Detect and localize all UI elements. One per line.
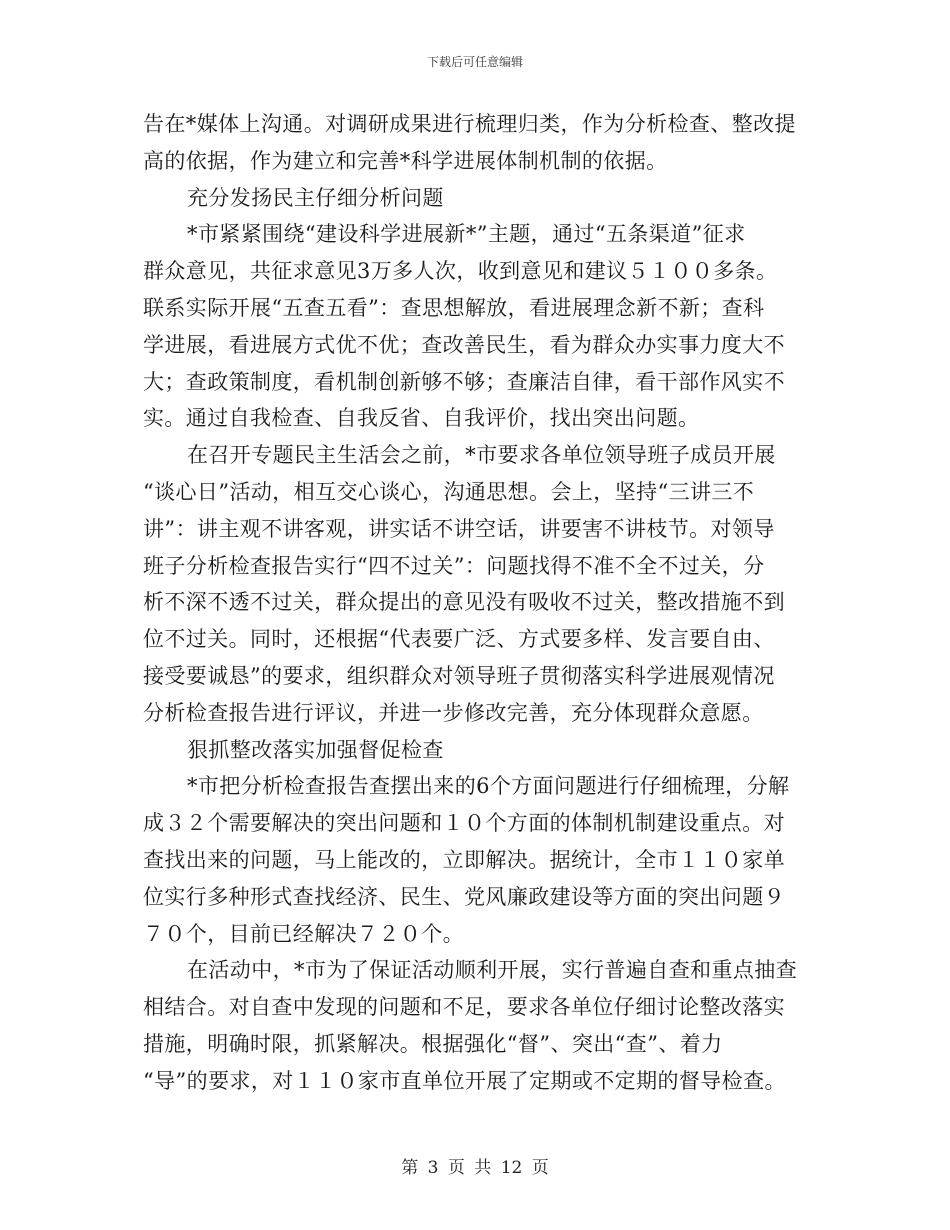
text-line: 位不过关。同时，还根据“代表要广泛、方式要多样、发言要自由、 xyxy=(143,627,775,652)
text-line: 相结合。对自查中发现的问题和不足，要求各单位仔细讨论整改落实 xyxy=(143,995,785,1020)
page-header-note: 下载后可任意编辑 xyxy=(426,55,523,69)
text-line: ７０个，目前已经解决７２０个。 xyxy=(143,921,464,946)
text-line: 学进展，看进展方式优不优；查改善民生，看为群众办实事力度大不 xyxy=(143,332,785,357)
text-line: 位实行多种形式查找经济、民生、党风廉政建设等方面的突出问题９ xyxy=(143,884,785,909)
text-line: 查找出来的问题，马上能改的，立即解决。据统计，全市１１０家单 xyxy=(143,847,785,872)
section-heading: 狠抓整改落实加强督促检查 xyxy=(187,737,444,762)
text-line: 联系实际开展“五查五看”：查思想解放，看进展理念新不新；查科 xyxy=(143,295,765,320)
text-line: 实。通过自我检查、自我反省、自我评价，找出突出问题。 xyxy=(143,406,700,431)
text-line: 群众意见，共征求意见3万多人次，收到意见和建议５１００多条。 xyxy=(143,259,778,284)
text-line: “导”的要求，对１１０家市直单位开展了定期或不定期的督导检查。 xyxy=(143,1068,786,1093)
text-line: *市紧紧围绕“建设科学进展新*”主题，通过“五条渠道”征求 xyxy=(187,222,746,247)
text-line: 接受要诚恳”的要求，组织群众对领导班子贯彻落实科学进展观情况 xyxy=(143,663,775,688)
text-line: 成３２个需要解决的突出问题和１０个方面的体制机制建设重点。对 xyxy=(143,811,785,836)
text-line: 讲”：讲主观不讲客观，讲实话不讲空话，讲要害不讲枝节。对领导 xyxy=(143,516,775,541)
text-line: 高的依据，作为建立和完善*科学进展体制机制的依据。 xyxy=(143,148,668,173)
text-line: 大；查政策制度，看机制创新够不够；查廉洁自律，看干部作风实不 xyxy=(143,369,785,394)
text-line: 在活动中，*市为了保证活动顺利开展，实行普遍自查和重点抽查 xyxy=(187,958,798,983)
page-number-footer: 第 3 页 共 12 页 xyxy=(401,1158,549,1178)
section-heading: 充分发扬民主仔细分析问题 xyxy=(187,185,444,210)
document-body xyxy=(143,106,811,1100)
text-line: 措施，明确时限，抓紧解决。根据强化“督”、突出“查”、着力 xyxy=(143,1031,723,1056)
text-line: 告在*媒体上沟通。对调研成果进行梳理归类，作为分析检查、整改提 xyxy=(143,112,796,136)
text-line: “谈心日”活动，相互交心谈心，沟通思想。会上，坚持“三讲三不 xyxy=(143,479,755,504)
text-line: 析不深不透不过关，群众提出的意见没有吸收不过关，整改措施不到 xyxy=(143,590,785,615)
text-line: 分析检查报告进行评议，并进一步修改完善，充分体现群众意愿。 xyxy=(143,700,764,725)
text-line: 班子分析检查报告实行“四不过关”：问题找得不准不全不过关，分 xyxy=(143,553,765,578)
text-line: *市把分析检查报告查摆出来的6个方面问题进行仔细梳理，分解 xyxy=(187,774,790,799)
text-line: 在召开专题民主生活会之前，*市要求各单位领导班子成员开展 xyxy=(187,443,776,468)
